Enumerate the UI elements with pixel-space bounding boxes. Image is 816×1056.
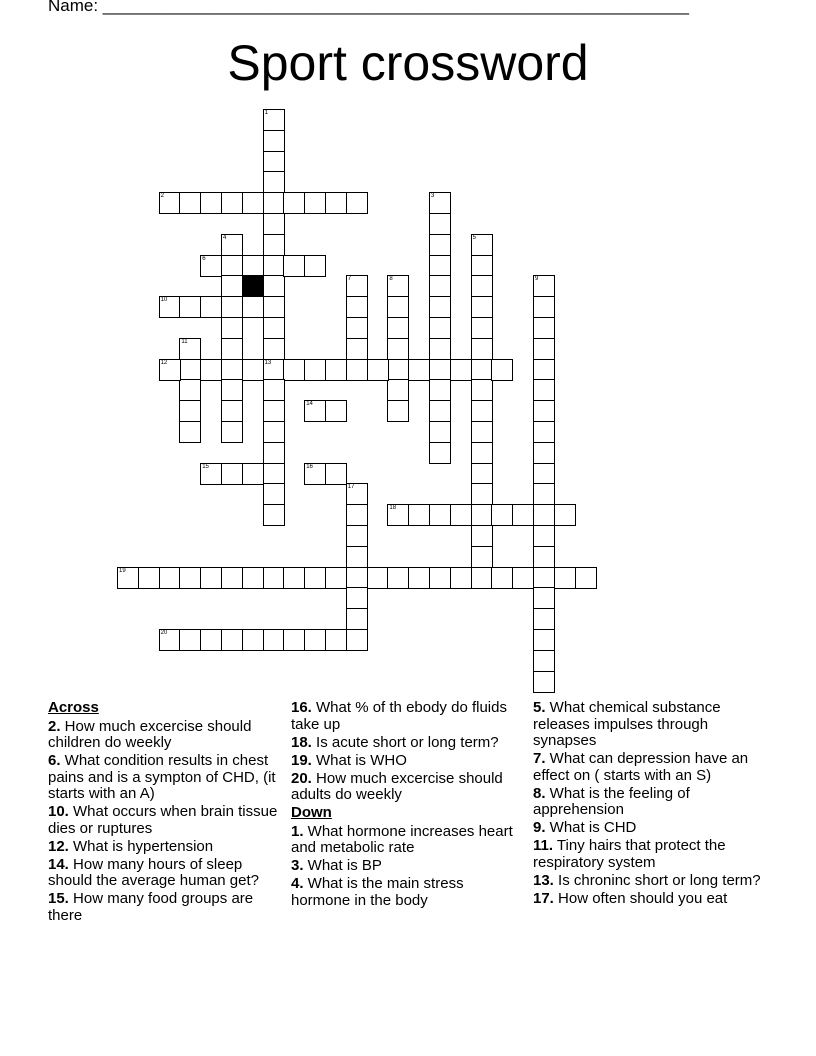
clue-number: 11. xyxy=(533,837,554,854)
across-clue xyxy=(291,735,523,752)
crossword-cell[interactable] xyxy=(429,379,451,401)
crossword-cell[interactable] xyxy=(533,483,555,505)
crossword-cell[interactable] xyxy=(471,255,493,277)
crossword-cell[interactable] xyxy=(533,525,555,547)
crossword-cell[interactable] xyxy=(346,317,368,339)
clue-text: What % of th ebody do fluids take up xyxy=(291,699,507,733)
crossword-cell[interactable] xyxy=(471,338,493,360)
across-clue xyxy=(48,891,280,924)
crossword-cell[interactable] xyxy=(263,400,285,422)
crossword-cell[interactable] xyxy=(263,213,285,235)
crossword-cell[interactable] xyxy=(387,567,409,589)
clue-number: 1. xyxy=(291,822,304,840)
crossword-cell[interactable] xyxy=(200,296,222,318)
crossword-cell[interactable] xyxy=(408,567,430,589)
clue-number: 5 xyxy=(472,234,476,241)
clue-number: 3 xyxy=(431,193,435,200)
clue-text: What hormone increases heart and metabolic rate xyxy=(291,822,513,856)
crossword-cell[interactable] xyxy=(263,504,285,526)
clue-number: 10. xyxy=(48,803,69,820)
crossword-cell[interactable] xyxy=(450,567,472,589)
crossword-cell[interactable] xyxy=(429,421,451,443)
crossword-cell[interactable] xyxy=(471,379,493,401)
clue-number: 11 xyxy=(181,338,188,345)
clue-text: Tiny hairs that protect the respiratory system xyxy=(533,837,726,871)
crossword-cell[interactable] xyxy=(179,192,201,214)
crossword-cell[interactable] xyxy=(408,504,430,526)
crossword-cell[interactable] xyxy=(221,317,243,339)
crossword-cell[interactable] xyxy=(263,255,285,277)
crossword-cell[interactable] xyxy=(387,504,409,526)
crossword-cell[interactable] xyxy=(325,567,347,589)
across-clue xyxy=(48,719,280,752)
crossword-cell[interactable] xyxy=(512,567,534,589)
crossword-cell[interactable] xyxy=(138,567,160,589)
crossword-cell[interactable] xyxy=(533,504,555,526)
crossword-cell[interactable] xyxy=(179,296,201,318)
crossword-cell[interactable] xyxy=(346,296,368,318)
clue-number: 17. xyxy=(533,889,554,907)
crossword-cell[interactable] xyxy=(159,296,181,318)
crossword-cell[interactable] xyxy=(387,296,409,318)
crossword-cell[interactable] xyxy=(242,255,264,277)
crossword-cell[interactable] xyxy=(179,379,201,401)
crossword-cell[interactable] xyxy=(283,629,305,651)
down-header: Down xyxy=(291,804,332,821)
crossword-cell[interactable] xyxy=(263,629,285,651)
clue-number: 20 xyxy=(160,630,168,636)
clue-number: 1 xyxy=(264,110,268,116)
crossword-cell[interactable] xyxy=(346,338,368,360)
crossword-cell[interactable] xyxy=(471,317,493,339)
black-square xyxy=(242,275,264,297)
clue-text: What chemical substance releases impulses through synapses xyxy=(533,699,721,749)
crossword-cell[interactable] xyxy=(263,442,285,464)
crossword-cell[interactable] xyxy=(159,192,181,214)
crossword-cell[interactable] xyxy=(117,567,139,589)
clue-number: 15 xyxy=(202,463,209,470)
across-header: Across xyxy=(48,699,99,716)
clue-number: 4 xyxy=(223,234,227,241)
clue-number: 17 xyxy=(347,484,355,491)
clue-text: What is the feeling of apprehension xyxy=(533,784,690,818)
crossword-cell[interactable] xyxy=(325,463,347,485)
down-clue xyxy=(533,751,765,784)
clue-text: What is hypertension xyxy=(68,837,214,855)
crossword-cell[interactable] xyxy=(221,192,243,214)
crossword-cell[interactable] xyxy=(533,338,555,360)
clue-number: 18 xyxy=(389,505,397,512)
crossword-cell[interactable] xyxy=(346,567,368,589)
crossword-cell[interactable] xyxy=(491,504,513,526)
across-clue xyxy=(48,839,280,856)
clue-number: 8 xyxy=(389,276,393,283)
clue-number: 19. xyxy=(291,751,312,769)
crossword-cell[interactable] xyxy=(200,192,222,214)
crossword-cell[interactable] xyxy=(346,275,368,297)
down-clue xyxy=(291,858,523,875)
across-clue xyxy=(291,700,523,733)
crossword-cell[interactable] xyxy=(179,400,201,422)
crossword-cell[interactable] xyxy=(450,359,472,381)
across-clue xyxy=(48,804,280,837)
crossword-cell[interactable] xyxy=(221,379,243,401)
crossword-cell[interactable] xyxy=(304,400,326,422)
crossword-cell[interactable] xyxy=(533,379,555,401)
clue-number: 20. xyxy=(291,769,312,787)
crossword-cell[interactable] xyxy=(471,525,493,547)
down-clue xyxy=(533,838,765,871)
crossword-cell[interactable] xyxy=(408,359,430,381)
crossword-cell[interactable] xyxy=(263,463,285,485)
crossword-cell[interactable] xyxy=(346,608,368,630)
crossword-cell[interactable] xyxy=(159,359,181,381)
clue-number: 6. xyxy=(48,752,61,769)
crossword-cell[interactable] xyxy=(450,504,472,526)
crossword-cell[interactable] xyxy=(200,629,222,651)
clue-number: 19 xyxy=(119,567,126,574)
crossword-cell[interactable] xyxy=(283,192,305,214)
crossword-cell[interactable] xyxy=(179,629,201,651)
crossword-cell[interactable] xyxy=(554,567,576,589)
crossword-cell[interactable] xyxy=(159,629,181,651)
clue-text: What is WHO xyxy=(311,751,407,769)
crossword-cell[interactable] xyxy=(346,504,368,526)
crossword-cell[interactable] xyxy=(263,296,285,318)
down-clue xyxy=(533,786,765,819)
crossword-cell[interactable] xyxy=(304,192,326,214)
crossword-cell[interactable] xyxy=(387,379,409,401)
crossword-cell[interactable] xyxy=(429,317,451,339)
across-clue xyxy=(291,771,523,804)
crossword-cell[interactable] xyxy=(304,567,326,589)
crossword-cell[interactable] xyxy=(304,359,326,381)
crossword-cell[interactable] xyxy=(242,463,264,485)
crossword-cell[interactable] xyxy=(471,546,493,568)
crossword-cell[interactable] xyxy=(533,650,555,672)
down-clue xyxy=(533,891,765,908)
crossword-cell[interactable] xyxy=(263,234,285,256)
crossword-cell[interactable] xyxy=(367,567,389,589)
crossword-cell[interactable] xyxy=(429,338,451,360)
crossword-cell[interactable] xyxy=(429,359,451,381)
clues-column-3 xyxy=(533,700,765,909)
crossword-cell[interactable] xyxy=(304,463,326,485)
crossword-cell[interactable] xyxy=(387,275,409,297)
crossword-cell[interactable] xyxy=(533,317,555,339)
crossword-cell[interactable] xyxy=(242,359,264,381)
clue-number: 9. xyxy=(533,819,546,836)
clue-text: What condition results in chest pains and is a sympton of CHD, (it starts with an A) xyxy=(48,752,276,802)
crossword-cell[interactable] xyxy=(533,608,555,630)
clue-number: 7. xyxy=(533,750,546,767)
crossword-cell[interactable] xyxy=(533,587,555,609)
crossword-cell[interactable] xyxy=(533,546,555,568)
clue-number: 12 xyxy=(160,359,168,366)
crossword-cell[interactable] xyxy=(263,483,285,505)
crossword-cell[interactable] xyxy=(263,192,285,214)
crossword-cell[interactable] xyxy=(263,275,285,297)
clue-number: 7 xyxy=(347,276,352,283)
crossword-cell[interactable] xyxy=(221,359,243,381)
name-field[interactable]: Name: ______________________________________________________________ xyxy=(48,0,689,15)
crossword-cell[interactable] xyxy=(429,255,451,277)
crossword-cell[interactable] xyxy=(200,359,222,381)
crossword-cell[interactable] xyxy=(263,421,285,443)
crossword-cell[interactable] xyxy=(429,567,451,589)
clue-text: Is acute short or long term? xyxy=(311,733,499,751)
crossword-cell[interactable] xyxy=(533,442,555,464)
crossword-cell[interactable] xyxy=(325,400,347,422)
clue-text: What is the main stress hormone in the body xyxy=(291,875,464,909)
crossword-cell[interactable] xyxy=(304,629,326,651)
crossword-cell[interactable] xyxy=(429,213,451,235)
crossword-cell[interactable] xyxy=(200,463,222,485)
clue-number: 13 xyxy=(264,359,272,366)
clue-number: 14 xyxy=(306,401,313,408)
clue-number: 12. xyxy=(48,837,69,855)
crossword-cell[interactable] xyxy=(325,629,347,651)
clue-text: What is BP xyxy=(303,857,382,874)
crossword-cell[interactable] xyxy=(263,109,285,131)
clue-number: 4. xyxy=(291,875,304,892)
crossword-cell[interactable] xyxy=(221,296,243,318)
crossword-cell[interactable] xyxy=(242,629,264,651)
crossword-cell[interactable] xyxy=(325,359,347,381)
crossword-cell[interactable] xyxy=(471,400,493,422)
clue-number: 5. xyxy=(533,699,546,716)
crossword-cell[interactable] xyxy=(221,400,243,422)
down-clue xyxy=(291,876,523,909)
crossword-cell[interactable] xyxy=(367,359,389,381)
crossword-cell[interactable] xyxy=(179,359,201,381)
clue-text: How much excercise should adults do weekly xyxy=(291,769,503,803)
crossword-cell[interactable] xyxy=(387,338,409,360)
clue-number: 15. xyxy=(48,890,69,907)
clue-number: 2. xyxy=(48,717,61,735)
crossword-cell[interactable] xyxy=(263,171,285,193)
clue-number: 8. xyxy=(533,784,546,802)
crossword-cell[interactable] xyxy=(263,130,285,152)
clue-number: 10 xyxy=(160,297,168,304)
crossword-cell[interactable] xyxy=(429,275,451,297)
down-clue xyxy=(291,824,523,857)
crossword-cell[interactable] xyxy=(387,317,409,339)
crossword-cell[interactable] xyxy=(221,255,243,277)
crossword-cell[interactable] xyxy=(263,359,285,381)
crossword-cell[interactable] xyxy=(221,275,243,297)
down-clue xyxy=(533,873,765,890)
crossword-cell[interactable] xyxy=(179,567,201,589)
clue-number: 9 xyxy=(535,276,539,283)
crossword-cell[interactable] xyxy=(221,338,243,360)
crossword-cell[interactable] xyxy=(533,400,555,422)
crossword-cell[interactable] xyxy=(512,504,534,526)
crossword-cell[interactable] xyxy=(346,546,368,568)
clues-column-2 xyxy=(291,700,523,911)
crossword-cell[interactable] xyxy=(491,359,513,381)
clue-text: How much excercise should children do weekly xyxy=(48,717,252,751)
clue-number: 16 xyxy=(306,463,313,470)
across-clue xyxy=(48,753,280,803)
crossword-cell[interactable] xyxy=(429,504,451,526)
crossword-cell[interactable] xyxy=(283,567,305,589)
crossword-cell[interactable] xyxy=(325,192,347,214)
clue-text: What occurs when brain tissue dies or ruptures xyxy=(48,803,278,837)
crossword-cell[interactable] xyxy=(346,525,368,547)
crossword-cell[interactable] xyxy=(242,296,264,318)
crossword-cell[interactable] xyxy=(471,567,493,589)
crossword-cell[interactable] xyxy=(346,192,368,214)
across-clue xyxy=(291,753,523,770)
crossword-cell[interactable] xyxy=(346,359,368,381)
crossword-cell[interactable] xyxy=(263,379,285,401)
crossword-cell[interactable] xyxy=(533,629,555,651)
crossword-cell[interactable] xyxy=(429,192,451,214)
crossword-cell[interactable] xyxy=(429,400,451,422)
crossword-cell[interactable] xyxy=(429,234,451,256)
crossword-cell[interactable] xyxy=(429,296,451,318)
crossword-cell[interactable] xyxy=(159,567,181,589)
crossword-cell[interactable] xyxy=(263,567,285,589)
down-clue xyxy=(533,820,765,837)
crossword-cell[interactable] xyxy=(179,338,201,360)
crossword-cell[interactable] xyxy=(533,275,555,297)
clue-text: What can depression have an effect on ( starts with an S) xyxy=(533,750,749,784)
crossword-cell[interactable] xyxy=(554,504,576,526)
crossword-cell[interactable] xyxy=(471,296,493,318)
clue-text: Is chroninc short or long term? xyxy=(553,871,761,889)
crossword-cell[interactable] xyxy=(346,587,368,609)
crossword-cell[interactable] xyxy=(263,151,285,173)
crossword-cell[interactable] xyxy=(283,359,305,381)
crossword-cell[interactable] xyxy=(221,629,243,651)
crossword-cell[interactable] xyxy=(221,421,243,443)
crossword-cell[interactable] xyxy=(471,504,493,526)
crossword-cell[interactable] xyxy=(346,629,368,651)
crossword-cell[interactable] xyxy=(242,192,264,214)
crossword-cell[interactable] xyxy=(200,255,222,277)
page-title: Sport crossword xyxy=(227,35,589,91)
crossword-cell[interactable] xyxy=(533,463,555,485)
crossword-cell[interactable] xyxy=(263,338,285,360)
crossword-cell[interactable] xyxy=(283,255,305,277)
clue-number: 16. xyxy=(291,699,312,716)
clue-number: 13. xyxy=(533,871,554,889)
crossword-cell[interactable] xyxy=(471,359,493,381)
clues-column-1 xyxy=(48,700,280,926)
clue-text: What is CHD xyxy=(545,819,637,836)
clue-text: How many hours of sleep should the average human get? xyxy=(48,855,259,889)
crossword-cell[interactable] xyxy=(533,421,555,443)
clue-number: 18. xyxy=(291,733,312,751)
crossword-cell[interactable] xyxy=(533,567,555,589)
clue-number: 14. xyxy=(48,855,69,873)
crossword-cell[interactable] xyxy=(471,275,493,297)
crossword-cell[interactable] xyxy=(179,421,201,443)
crossword-cell[interactable] xyxy=(471,442,493,464)
crossword-cell[interactable] xyxy=(387,359,409,381)
crossword-cell[interactable] xyxy=(533,296,555,318)
crossword-cell[interactable] xyxy=(471,483,493,505)
crossword-cell[interactable] xyxy=(533,671,555,693)
crossword-cell[interactable] xyxy=(304,255,326,277)
crossword-cell[interactable] xyxy=(491,567,513,589)
clue-number: 6 xyxy=(202,255,206,262)
crossword-cell[interactable] xyxy=(429,442,451,464)
crossword-cell[interactable] xyxy=(575,567,597,589)
crossword-cell[interactable] xyxy=(221,234,243,256)
crossword-cell[interactable] xyxy=(221,567,243,589)
clue-number: 3. xyxy=(291,857,304,874)
clue-text: How many food groups are there xyxy=(48,890,254,924)
crossword-cell[interactable] xyxy=(387,400,409,422)
down-clue xyxy=(533,700,765,750)
crossword-cell[interactable] xyxy=(263,317,285,339)
crossword-cell[interactable] xyxy=(346,483,368,505)
crossword-cell[interactable] xyxy=(221,463,243,485)
clue-number: 2 xyxy=(160,193,164,200)
crossword-cell[interactable] xyxy=(471,463,493,485)
crossword-cell[interactable] xyxy=(471,421,493,443)
crossword-cell[interactable] xyxy=(200,567,222,589)
clue-text: How often should you eat xyxy=(553,889,728,907)
crossword-cell[interactable] xyxy=(471,234,493,256)
crossword-cell[interactable] xyxy=(533,359,555,381)
crossword-cell[interactable] xyxy=(242,567,264,589)
across-clue xyxy=(48,857,280,890)
